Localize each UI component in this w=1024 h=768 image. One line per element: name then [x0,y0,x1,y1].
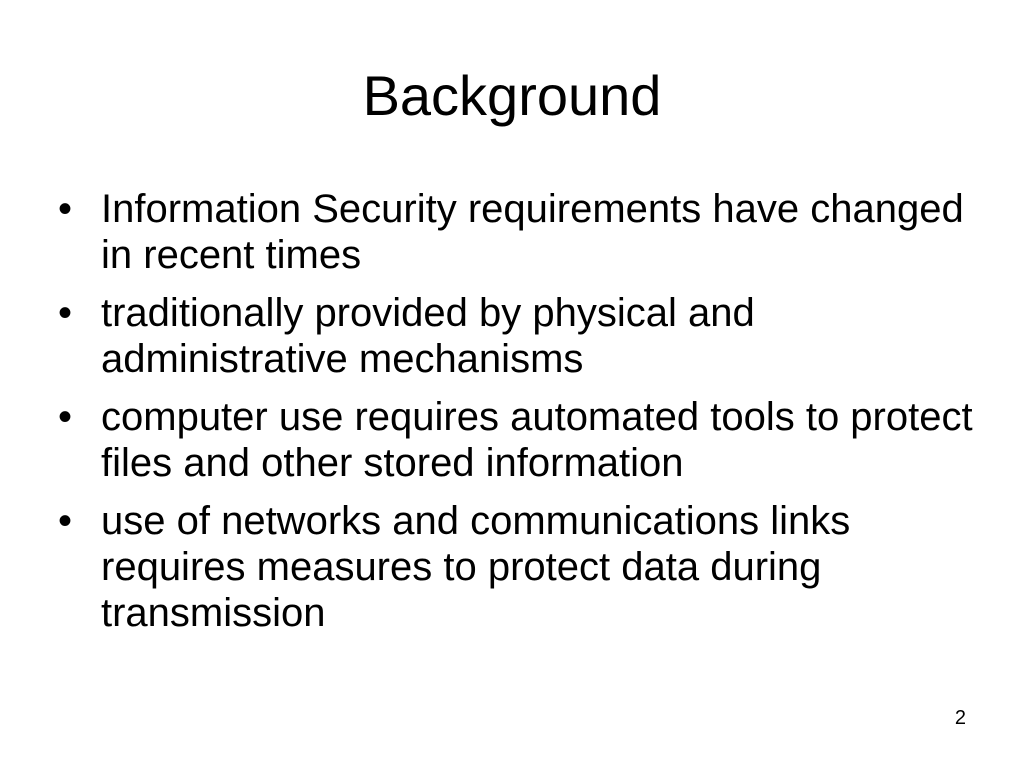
bullet-item [58,394,978,486]
bullet-text: computer use requires automated tools to protect files and other stored information [101,395,973,485]
bullet-text: Information Security requirements have changed in recent times [101,187,964,277]
bullet-item [58,186,978,278]
bullet-icon: • [58,499,73,543]
bullet-icon: • [58,395,73,439]
bullet-text: use of networks and communications links requires measures to protect data during transmission [101,499,851,635]
bullet-item [58,290,978,382]
bullet-icon: • [58,291,73,335]
bullet-list [58,186,978,648]
bullet-item [58,498,978,636]
slide-title: Background [362,64,662,127]
page-number: 2 [954,707,966,729]
bullet-icon: • [58,187,73,231]
bullet-text: traditionally provided by physical and administrative mechanisms [101,291,755,381]
